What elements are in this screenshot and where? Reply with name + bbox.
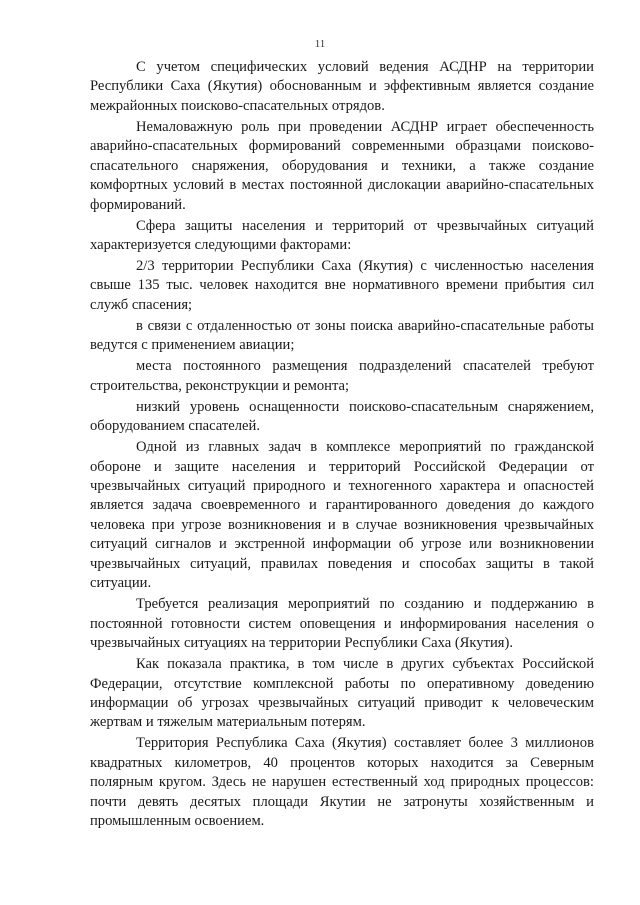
paragraph-7: низкий уровень оснащенности поисково-спасательным снаряжением, оборудованием спасателей. <box>90 398 594 435</box>
paragraph-10: Как показала практика, в том числе в других субъектах Российской Федерации, отсутствие комплексной работы по оперативному доведению информации об угрозах чрезвычайных ситуаций приводит к человеческим жертвам и тяжелым материальным потерям. <box>90 656 594 731</box>
paragraph-4: 2/3 территории Республики Саха (Якутия) с численностью населения свыше 135 тыс. человек находится вне нормативного времени прибытия сил служб спасения; <box>90 258 594 313</box>
paragraph-5: в связи с отдаленностью от зоны поиска аварийно-спасательные работы ведутся с применением авиации; <box>90 317 594 354</box>
paragraph-2: Немаловажную роль при проведении АСДНР играет обеспеченность аварийно-спасательных формирований современными образцами поисково-спасательного снаряжения, оборудования и техники, а также создание комфортных условий в местах постоянной дислокации аварийно-спасательных формирований. <box>90 118 594 213</box>
paragraph-3: Сфера защиты населения и территорий от чрезвычайных ситуаций характеризуется следующими факторами: <box>90 217 594 254</box>
paragraph-6: места постоянного размещения подразделений спасателей требуют строительства, реконструкции и ремонта; <box>90 358 594 394</box>
paragraph-9: Требуется реализация мероприятий по созданию и поддержанию в постоянной готовности систем оповещения и информирования населения о чрезвычайных ситуациях на территории Республики Саха (Якутия). <box>90 596 594 652</box>
page-number: 11 <box>314 38 326 50</box>
paragraph-8: Одной из главных задач в комплексе мероприятий по гражданской обороне и защите населения и территорий Российской Федерации от чрезвычайных ситуаций природного и техногенного характера и опасностей является задача своевременного и гарантированного доведения до каждого человека при угрозе возникновения и в случае возникновения чрезвычайных ситуаций сигналов и экстренной информации об угрозе или возникновении чрезвычайных ситуаций, правилах поведения и способах защиты в такой ситуации. <box>90 439 594 592</box>
paragraph-11: Территория Республика Саха (Якутия) составляет более 3 миллионов квадратных километров, 40 процентов которых находится за Северным полярным кругом. Здесь не нарушен естественный ход природных процессов: почти девять десятых площади Якутии не затронуты хозяйственным и промышленным освоением. <box>90 735 594 830</box>
paragraph-1: С учетом специфических условий ведения АСДНР на территории Республики Саха (Якутия) обоснованным и эффективным является создание межрайонных поисково-спасательных отрядов. <box>90 59 594 114</box>
